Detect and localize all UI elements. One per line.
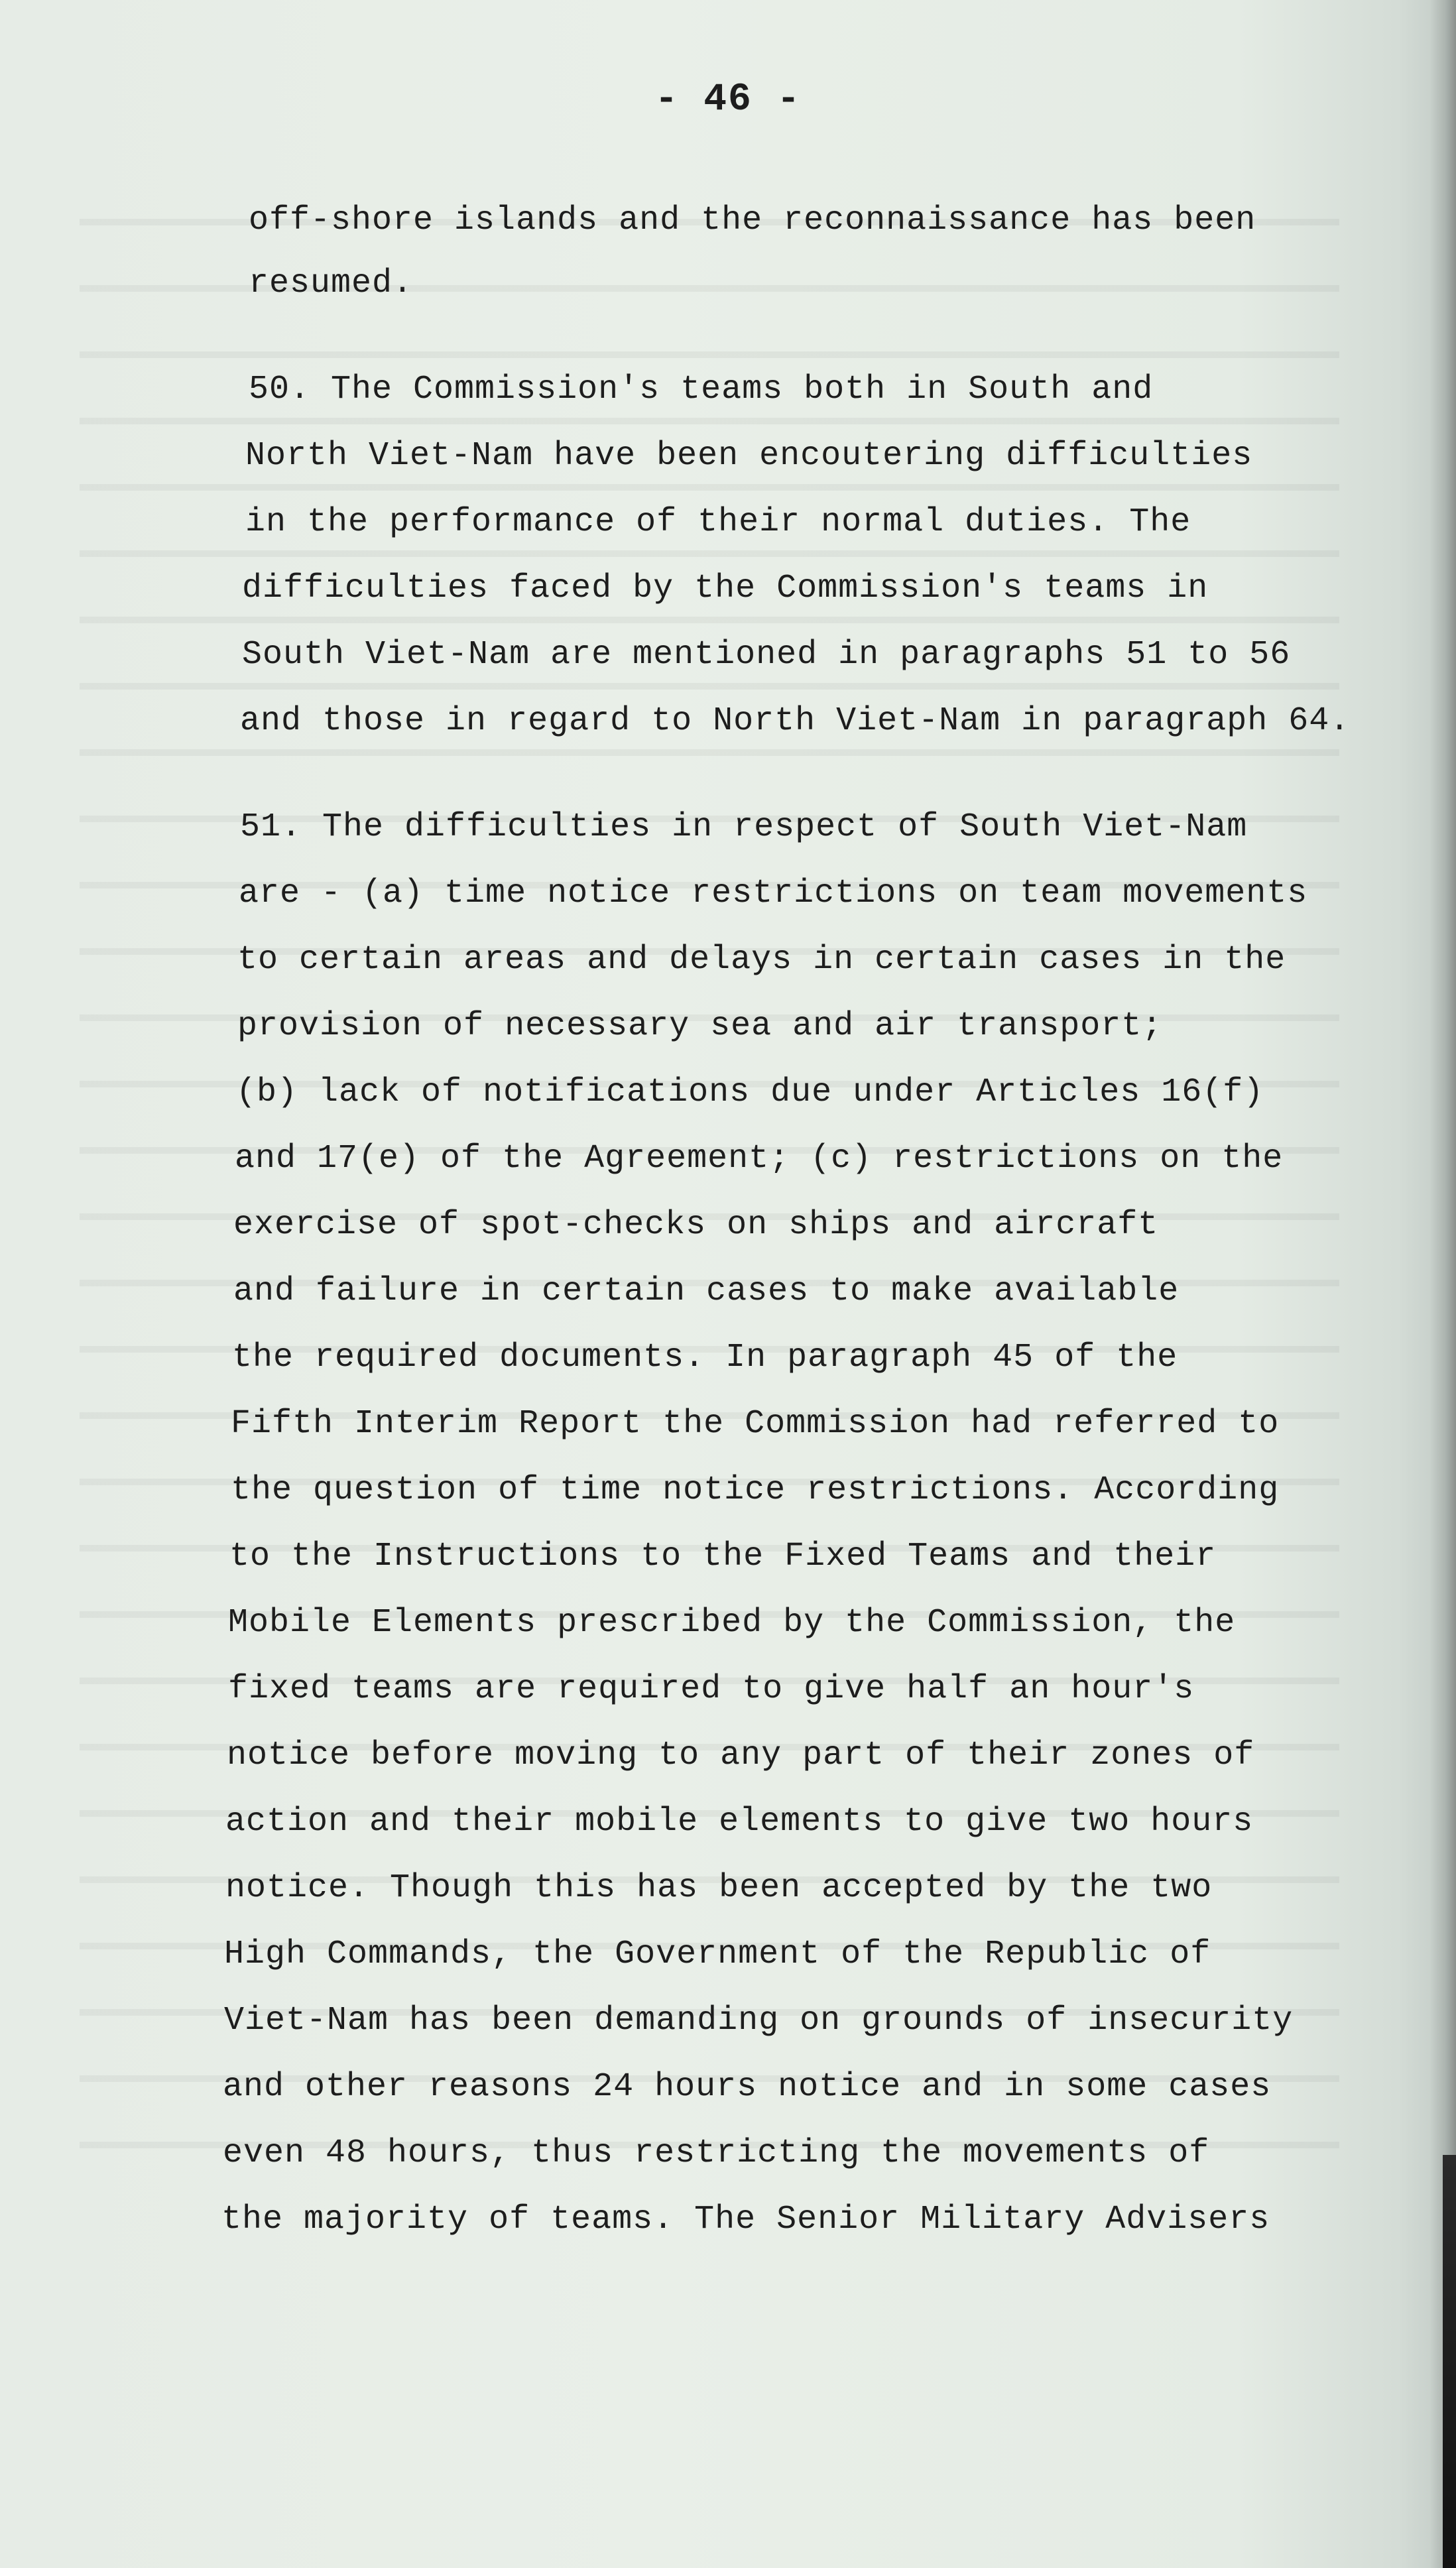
text-line: to the Instructions to the Fixed Teams and their	[229, 1538, 1217, 1575]
text-line: and failure in certain cases to make available	[233, 1272, 1180, 1310]
text-line: are - (a) time notice restrictions on team movements	[239, 875, 1308, 912]
page-edge-dark	[1443, 2155, 1456, 2568]
text-line: Viet-Nam has been demanding on grounds of insecurity	[224, 2002, 1294, 2040]
text-line: notice before moving to any part of their zones of	[227, 1737, 1255, 1774]
text-line: High Commands, the Government of the Republic of	[224, 1935, 1211, 1973]
text-line: off-shore islands and the reconnaissance has been	[249, 202, 1256, 239]
text-line: the required documents. In paragraph 45 of the	[232, 1339, 1178, 1376]
text-line: resumed.	[249, 265, 414, 302]
text-line: and other reasons 24 hours notice and in some cases	[223, 2068, 1272, 2106]
paragraph-50-line: 50. The Commission's teams both in South and	[249, 371, 1154, 408]
text-line: provision of necessary sea and air transport;	[237, 1007, 1163, 1045]
text-line: (b) lack of notifications due under Articles 16(f)	[236, 1073, 1264, 1111]
text-line: North Viet-Nam have been encoutering difficulties	[245, 437, 1253, 475]
text-line: the question of time notice restrictions. According	[231, 1471, 1280, 1509]
text-line: Mobile Elements prescribed by the Commission, the	[228, 1604, 1236, 1642]
text-line: exercise of spot-checks on ships and aircraft	[233, 1206, 1159, 1244]
text-line: action and their mobile elements to give two hours	[225, 1803, 1254, 1841]
text-line: the majority of teams. The Senior Military Advisers	[221, 2201, 1270, 2238]
text-line: Fifth Interim Report the Commission had referred to	[231, 1405, 1280, 1443]
text-line: and those in regard to North Viet-Nam in paragraph 64.	[240, 702, 1351, 740]
text-line: even 48 hours, thus restricting the movements of	[223, 2134, 1210, 2172]
text-line: to certain areas and delays in certain cases in the	[237, 941, 1286, 979]
paragraph-51-line: 51. The difficulties in respect of South Viet-Nam	[240, 808, 1248, 846]
text-line: in the performance of their normal duties. The	[245, 503, 1191, 541]
page-number: - 46 -	[654, 78, 802, 121]
text-line: notice. Though this has been accepted by the two	[225, 1869, 1213, 1907]
text-line: and 17(e) of the Agreement; (c) restrictions on the	[235, 1140, 1284, 1178]
text-line: South Viet-Nam are mentioned in paragraphs 51 to 56	[242, 636, 1291, 674]
text-line: difficulties faced by the Commission's teams in	[242, 570, 1209, 607]
text-line: fixed teams are required to give half an hour's	[228, 1670, 1195, 1708]
